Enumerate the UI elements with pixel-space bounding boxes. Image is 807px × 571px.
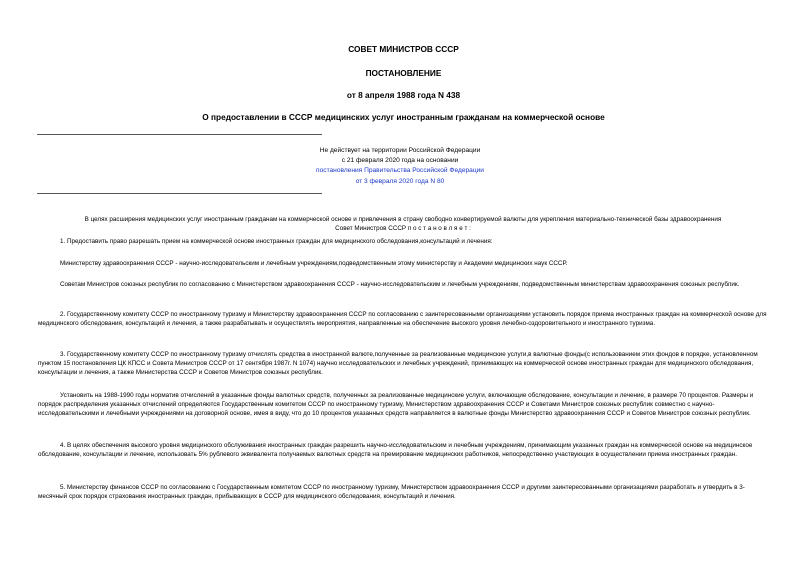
top-divider xyxy=(37,134,322,135)
clause-1: 1. Предоставить право разрешать прием на коммерческой основе иностранных граждан для медицинского обследования,консультаций и лечения: xyxy=(60,238,493,245)
document-title: О предоставлении в СССР медицинских услуг иностранным гражданам на коммерческой основе xyxy=(202,112,605,122)
clause-2: 2. Государственному комитету СССР по иностранному туризму и Министерству здравоохранения СССР по согласованию с заинтересованными организациями установить порядок приема иностранных граждан на коммерческой основе для медицинского обследования, консультаций и лечения, а также разрабатывать и осуществлять мероприятия, направленные на обеспечение высокого уровня лечебно-оздоровительного и иностранного туризма. xyxy=(38,311,767,328)
bottom-divider xyxy=(37,193,322,194)
clause-1-republics: Советам Министров союзных республик по согласованию с Министерством здравоохранения СССР - научно-исследовательским и лечебным учреждениям, подведомственным министерствам здравоохранения союзных республик. xyxy=(60,281,740,288)
clause-3-norm: Установить на 1988-1990 годы норматив отчислений в указанные фонды валютных средств, полученных за реализованные медицинские услуги, включающие обследование, консультации и лечение, в размере 70 процентов. Размеры и порядок распределения указанных отчислений определяются Государственным комитетом СССР по иностранному туризму, Министерством здравоохранения СССР и Советами Министров союзных республик совместно с научно-исследовательскими и лечебными учреждениями на договорной основе, имея в виду, что до 10 процентов указанных средств направляется в валютные фонды Министерство здравоохранения СССР и Советов Министров союзных республик. xyxy=(38,392,754,418)
intro-text: В целях расширения медицинских услуг иностранным гражданам на коммерческой основе и привлечения в страну свободно конвертируемой валюты для укрепления материально-технической базы здравоохранения xyxy=(84,216,722,223)
status-note xyxy=(250,146,550,187)
clause-3: 3. Государственному комитету СССР по иностранному туризму отчислять средства в иностранной валюте,полученные за реализованные медицинские услуги,в валютные фонды(с использованием этих фондов в порядке, установленном пунктом 15 постановления ЦК КПСС и Совета Министров СССР от 17 сентября 1987г. N 1074) научно исследовательских и лечебных учреждений, принимающих на коммерческой основе иностранных граждан для медицинского обследования, консультации и лечения, а также Министерства СССР и Советов Министров союзных республик. xyxy=(38,351,758,377)
issuer-heading: СОВЕТ МИНИСТРОВ СССР xyxy=(348,44,459,54)
clause-4: 4. В целях обеспечения высокого уровня медицинского обслуживания иностранных граждан разрешить научно-исследовательским и лечебным учреждениям, принимающим указанных граждан на коммерческой основе на медицинское обследование, консультации и лечение, использовать 5% рублевого эквивалента получаемых валютных средств на премирование медицинских работников, непосредственно участвующих в осуществлении приема иностранных граждан. xyxy=(38,442,753,459)
status-line-1: Не действует на территории Российской Федерации xyxy=(319,147,481,154)
clause-5: 5. Министерству финансов СССР по согласованию с Государственным комитетом СССР по иностранному туризму, Министерством здравоохранения СССР и другими заинтересованными организациями разработать и утвердить в 3-месячный срок порядок страхования иностранных граждан, прибывающих в СССР для медицинского обследования, консультаций и лечения. xyxy=(38,484,745,501)
date-number-heading: от 8 апреля 1988 года N 438 xyxy=(346,90,461,100)
resolves-line: Совет Министров СССР п о с т а н о в л я е т : xyxy=(335,225,471,233)
government-decree-date-link[interactable]: от 3 февраля 2020 года N 80 xyxy=(355,177,445,185)
clause-1-ministry: Министерству здравоохранения СССР - научно-исследовательским и лечебным учреждениям,подведомственным этому министерству и Академии медицинских наук СССР. xyxy=(60,260,568,267)
government-decree-link[interactable]: постановления Правительства Российской Федерации xyxy=(316,167,484,175)
intro-paragraph xyxy=(38,215,768,233)
status-line-2: с 21 февраля 2020 года на основании xyxy=(341,157,459,165)
document-type-heading: ПОСТАНОВЛЕНИЕ xyxy=(365,68,442,78)
